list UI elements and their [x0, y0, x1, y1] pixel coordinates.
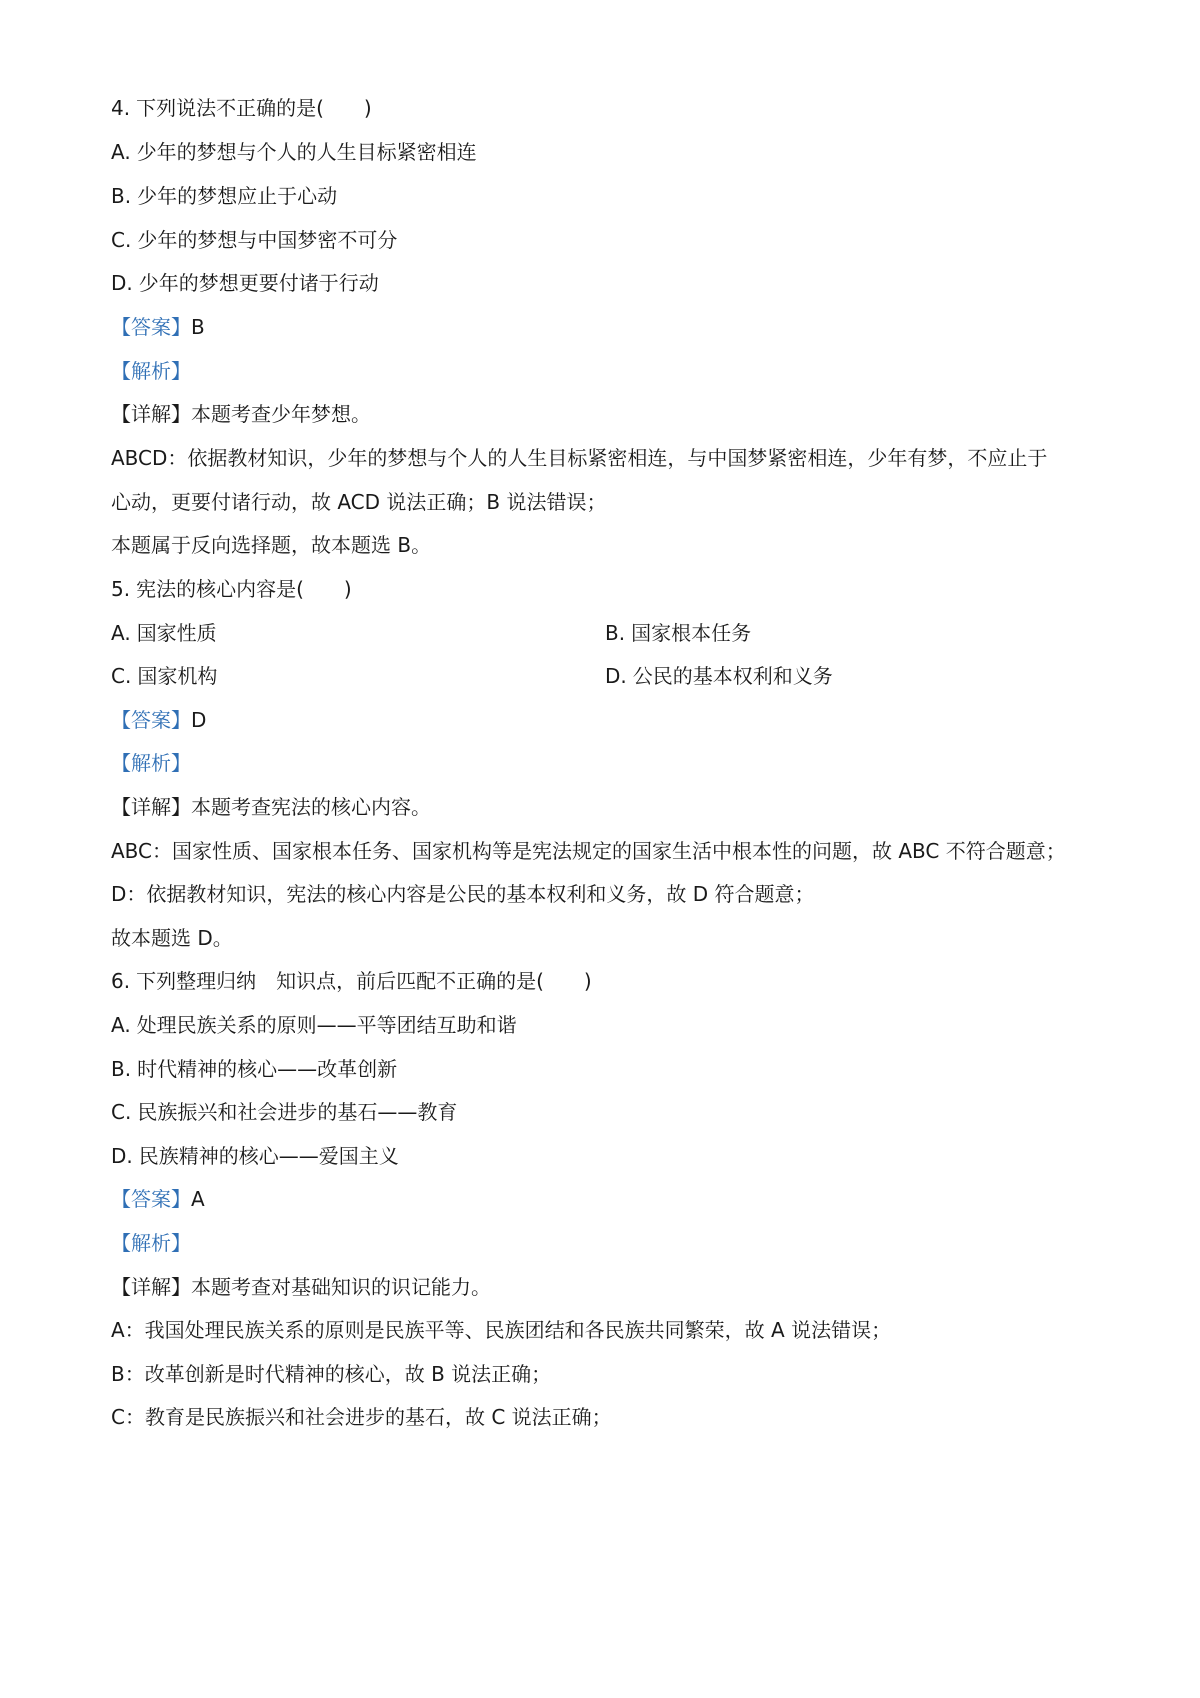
q4-number: 4.: [111, 96, 131, 120]
q6-analysis-tag: 【解析】: [111, 1231, 191, 1255]
q4-stem-text: 下列说法不正确的是( ): [136, 96, 372, 120]
q5-stem-text: 宪法的核心内容是( ): [136, 577, 352, 601]
q6-detail-1: 【详解】本题考查对基础知识的识记能力。: [111, 1275, 491, 1299]
q4-option-d: [111, 270, 379, 296]
q4-analysis-tag: 【解析】: [111, 359, 191, 383]
q6-detail-3: B：改革创新是时代精神的核心，故 B 说法正确；: [111, 1362, 552, 1386]
answer-value: A: [191, 1187, 205, 1211]
q5-detail-3: D：依据教材知识，宪法的核心内容是公民的基本权利和义务，故 D 符合题意；: [111, 882, 815, 906]
q6-stem: [111, 968, 592, 994]
q4-stem: [111, 95, 372, 121]
q4-detail-1: 【详解】本题考查少年梦想。: [111, 402, 371, 426]
option-label: A.: [111, 1013, 131, 1037]
option-text: 国家机构: [137, 664, 218, 688]
q5-option-d: [605, 663, 833, 689]
q4-answer: [111, 314, 205, 340]
option-text: 处理民族关系的原则——平等团结互助和谐: [136, 1013, 517, 1037]
option-text: 民族精神的核心——爱国主义: [138, 1144, 399, 1168]
q5-analysis-tag: 【解析】: [111, 751, 191, 775]
q6-option-b: [111, 1056, 397, 1082]
q5-answer: [111, 707, 206, 733]
q4-detail-2: ABCD：依据教材知识，少年的梦想与个人的人生目标紧密相连，与中国梦紧密相连，少年有梦，不应止于: [111, 446, 1048, 470]
option-label: B.: [111, 184, 132, 208]
option-text: 少年的梦想与中国梦密不可分: [137, 228, 398, 252]
q6-answer: [111, 1186, 205, 1212]
q4-detail-4: 本题属于反向选择题，故本题选 B。: [111, 533, 432, 557]
option-label: D.: [605, 664, 627, 688]
answer-tag: 【答案】: [111, 708, 191, 732]
option-text: 少年的梦想应止于心动: [137, 184, 338, 208]
q5-detail-1: 【详解】本题考查宪法的核心内容。: [111, 795, 431, 819]
q5-detail-4: 故本题选 D。: [111, 926, 233, 950]
option-label: A.: [111, 621, 131, 645]
option-text: 国家根本任务: [631, 621, 752, 645]
option-text: 国家性质: [136, 621, 217, 645]
q4-option-a: [111, 139, 477, 165]
answer-tag: 【答案】: [111, 315, 191, 339]
q6-number: 6.: [111, 969, 131, 993]
q6-stem-text: 下列整理归纳 知识点，前后匹配不正确的是( ): [136, 969, 592, 993]
q4-option-c: [111, 227, 397, 253]
q6-option-c: [111, 1099, 457, 1125]
q5-detail-2: ABC：国家性质、国家根本任务、国家机构等是宪法规定的国家生活中根本性的问题，故 ABC 不符合题意；: [111, 839, 1066, 863]
q6-detail-4: C：教育是民族振兴和社会进步的基石，故 C 说法正确；: [111, 1405, 612, 1429]
q5-option-c: [111, 663, 217, 689]
option-text: 公民的基本权利和义务: [632, 664, 833, 688]
q4-detail-3: 心动，更要付诸行动，故 ACD 说法正确；B 说法错误；: [111, 490, 607, 514]
option-label: C.: [111, 228, 132, 252]
option-label: A.: [111, 140, 131, 164]
option-text: 少年的梦想更要付诸于行动: [138, 271, 379, 295]
q6-option-d: [111, 1143, 399, 1169]
q5-stem: [111, 576, 352, 602]
answer-value: D: [191, 708, 207, 732]
option-text: 时代精神的核心——改革创新: [137, 1057, 398, 1081]
q6-option-a: [111, 1012, 517, 1038]
option-label: B.: [111, 1057, 132, 1081]
answer-tag: 【答案】: [111, 1187, 191, 1211]
option-label: C.: [111, 1100, 132, 1124]
q5-number: 5.: [111, 577, 131, 601]
q5-option-b: [605, 620, 751, 646]
option-label: B.: [605, 621, 626, 645]
q5-option-a: [111, 620, 217, 646]
option-label: D.: [111, 271, 133, 295]
answer-value: B: [191, 315, 205, 339]
option-text: 民族振兴和社会进步的基石——教育: [137, 1100, 458, 1124]
q6-detail-2: A：我国处理民族关系的原则是民族平等、民族团结和各民族共同繁荣，故 A 说法错误；: [111, 1318, 892, 1342]
option-label: C.: [111, 664, 132, 688]
q4-option-b: [111, 183, 337, 209]
option-label: D.: [111, 1144, 133, 1168]
option-text: 少年的梦想与个人的人生目标紧密相连: [136, 140, 477, 164]
